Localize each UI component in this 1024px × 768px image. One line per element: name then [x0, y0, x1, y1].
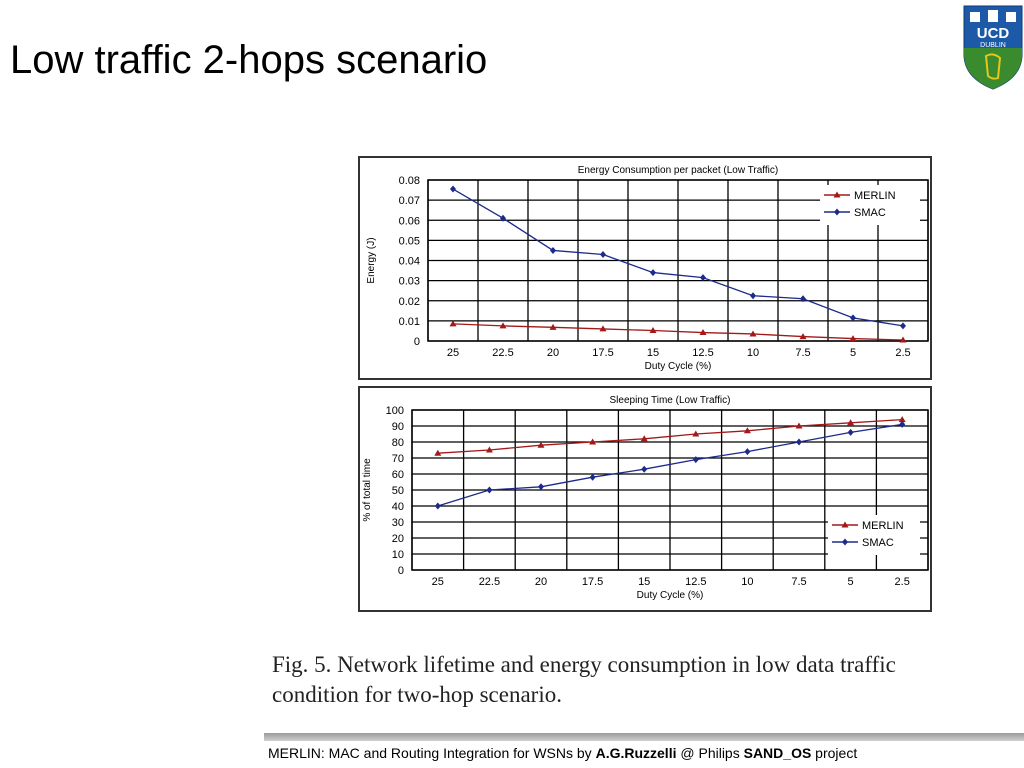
chart-title: Sleeping Time (Low Traffic) [609, 395, 731, 406]
energy-chart-svg [360, 158, 930, 378]
x-tick-label: 15 [638, 576, 651, 588]
caption-line-2: condition for two-hop scenario. [272, 682, 562, 707]
y-tick-label: 60 [391, 469, 404, 481]
caption-line-1: Fig. 5. Network lifetime and energy consumption in low data traffic [272, 652, 896, 677]
y-tick-label: 0.07 [398, 195, 420, 208]
legend-label-merlin: MERLIN [854, 190, 896, 202]
y-axis-label: Energy (J) [366, 237, 377, 284]
logo-text: UCD [976, 25, 1010, 42]
y-tick-label: 30 [391, 517, 404, 529]
x-tick-label: 20 [546, 347, 560, 359]
x-tick-label: 25 [431, 576, 444, 588]
chart-title: Energy Consumption per packet (Low Traffic) [577, 165, 779, 176]
x-tick-label: 15 [646, 347, 660, 359]
footer-text [268, 745, 857, 761]
footer-part-1: MERLIN: MAC and Routing Integration for WSNs by [268, 745, 596, 761]
footer-project: SAND_OS [743, 745, 812, 761]
x-tick-label: 12.5 [685, 576, 707, 588]
y-tick-label: 80 [391, 437, 404, 449]
y-tick-label: 70 [391, 453, 404, 465]
y-tick-label: 0.02 [398, 295, 420, 308]
sleeping-time-chart-svg [360, 388, 930, 610]
y-tick-label: 50 [391, 485, 404, 497]
y-tick-label: 100 [385, 405, 404, 417]
x-axis-label: Duty Cycle (%) [644, 361, 712, 372]
footer-author: A.G.Ruzzelli [595, 745, 677, 761]
legend-label-merlin: MERLIN [862, 520, 904, 532]
y-tick-label: 0 [397, 565, 404, 577]
y-tick-label: 90 [391, 421, 404, 433]
x-tick-label: 5 [849, 347, 857, 359]
x-tick-label: 12.5 [692, 347, 714, 359]
x-tick-label: 22.5 [492, 347, 514, 359]
x-tick-label: 10 [741, 576, 754, 588]
figure-caption [272, 650, 1022, 710]
y-tick-label: 10 [391, 549, 404, 561]
slide-title: Low traffic 2-hops scenario [10, 38, 488, 82]
y-tick-label: 0.06 [398, 215, 420, 228]
y-tick-label: 40 [391, 501, 404, 513]
sleeping-time-chart [358, 386, 932, 612]
x-tick-label: 7.5 [791, 576, 807, 588]
legend-label-smac: SMAC [862, 537, 894, 549]
y-tick-label: 0.08 [398, 175, 420, 187]
y-tick-label: 0.04 [398, 255, 420, 268]
x-tick-label: 17.5 [592, 347, 614, 359]
footer-divider [264, 733, 1024, 741]
y-tick-label: 0.03 [398, 275, 420, 288]
x-tick-label: 2.5 [895, 347, 911, 359]
footer-part-3: project [811, 745, 858, 761]
energy-consumption-chart [358, 156, 932, 380]
x-tick-label: 17.5 [581, 576, 604, 588]
y-tick-label: 0.01 [398, 315, 420, 328]
ucd-logo-icon [962, 4, 1024, 90]
y-axis-label: % of total time [362, 458, 373, 522]
legend-label-smac: SMAC [854, 207, 886, 219]
logo-subtext: DUBLIN [980, 42, 1006, 49]
x-tick-label: 7.5 [795, 347, 811, 359]
x-tick-label: 22.5 [478, 576, 501, 588]
x-tick-label: 25 [446, 347, 460, 359]
x-tick-label: 20 [534, 576, 548, 588]
x-tick-label: 2.5 [894, 576, 910, 588]
x-tick-label: 5 [847, 576, 854, 588]
footer-part-2: @ Philips [676, 745, 744, 761]
y-tick-label: 0.05 [398, 235, 420, 248]
y-tick-label: 0 [413, 336, 420, 348]
x-tick-label: 10 [746, 347, 760, 359]
x-axis-label: Duty Cycle (%) [636, 590, 704, 601]
y-tick-label: 20 [391, 533, 404, 545]
